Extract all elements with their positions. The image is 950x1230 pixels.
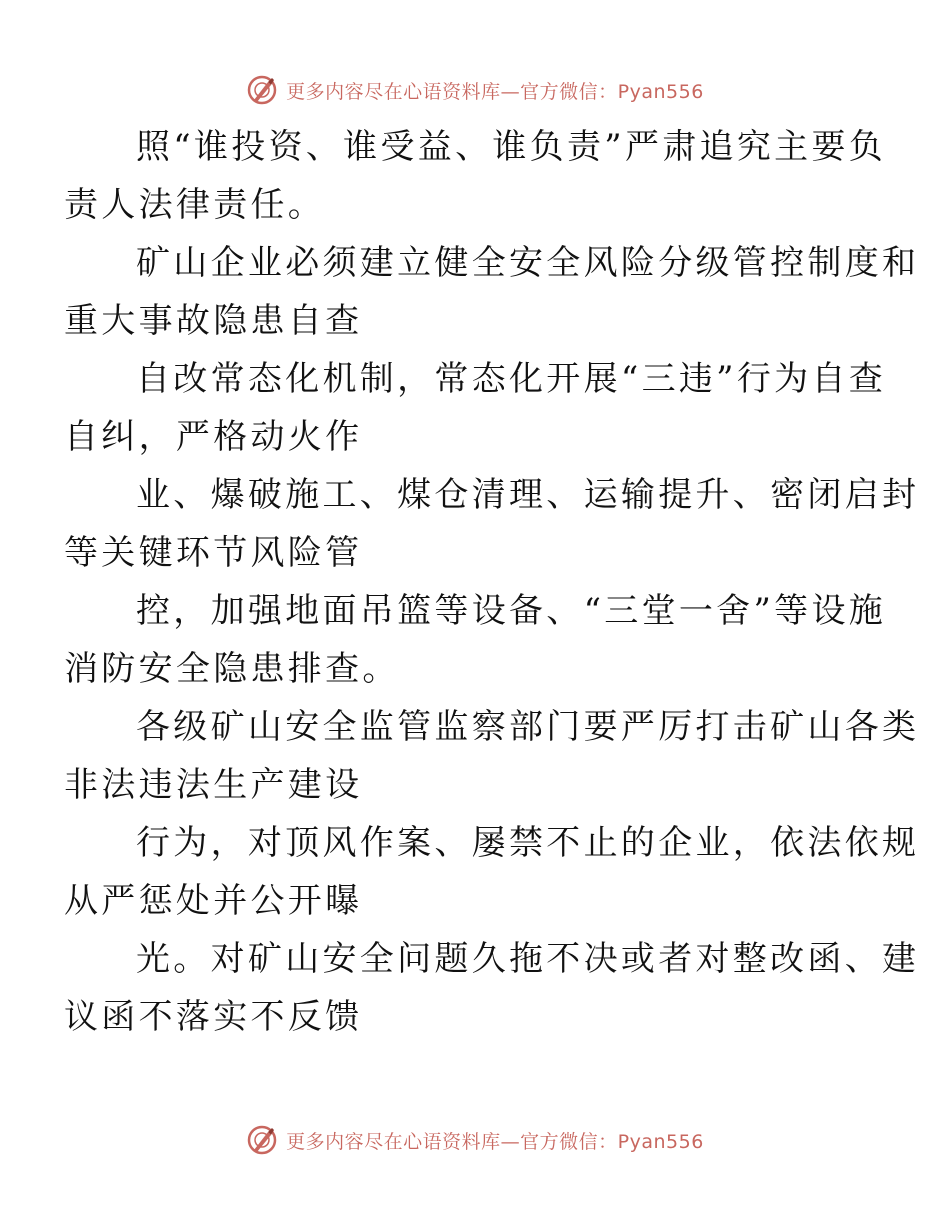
text-line: 行为，对顶风作案、屡禁不止的企业，依法依规 <box>136 823 920 863</box>
text-line: 矿山企业必须建立健全安全风险分级管控制度和 <box>136 243 920 283</box>
paragraph-5 <box>64 582 887 698</box>
watermark-id: Pyan556 <box>617 1130 704 1153</box>
document-body <box>64 118 920 1046</box>
text-line: 重大事故隐患自查 <box>64 301 363 341</box>
text-line: 责人法律责任。 <box>64 185 326 225</box>
text-line: 自纠，严格动火作 <box>64 417 363 457</box>
text-line: 光。对矿山安全问题久拖不决或者对整改函、建 <box>136 939 920 979</box>
paragraph-6 <box>64 698 920 814</box>
pen-logo-icon <box>246 1124 278 1156</box>
watermark-text: 更多内容尽在心语资料库—官方微信：Pyan556 <box>286 1130 704 1153</box>
header-watermark <box>0 70 950 110</box>
paragraph-4 <box>64 466 920 582</box>
paragraph-3 <box>64 350 887 466</box>
watermark-text: 更多内容尽在心语资料库—官方微信：Pyan556 <box>286 80 704 103</box>
paragraph-1 <box>64 118 887 234</box>
text-line: 照“谁投资、谁受益、谁负责”严肃追究主要负 <box>136 127 887 167</box>
pen-logo-icon <box>246 74 278 106</box>
paragraph-8 <box>64 930 920 1046</box>
watermark-id: Pyan556 <box>617 80 704 103</box>
text-line: 从严惩处并公开曝 <box>64 881 363 921</box>
paragraph-7 <box>64 814 920 930</box>
text-line: 各级矿山安全监管监察部门要严厉打击矿山各类 <box>136 707 920 747</box>
paragraph-2 <box>64 234 920 350</box>
text-line: 非法违法生产建设 <box>64 765 363 805</box>
text-line: 业、爆破施工、煤仓清理、运输提升、密闭启封 <box>136 475 920 515</box>
text-line: 消防安全隐患排查。 <box>64 649 400 689</box>
text-line: 议函不落实不反馈 <box>64 997 363 1037</box>
text-line: 自改常态化机制，常态化开展“三违”行为自查 <box>136 359 887 399</box>
text-line: 控，加强地面吊篮等设备、“三堂一舍”等设施 <box>136 591 887 631</box>
text-line: 等关键环节风险管 <box>64 533 363 573</box>
footer-watermark <box>0 1120 950 1160</box>
